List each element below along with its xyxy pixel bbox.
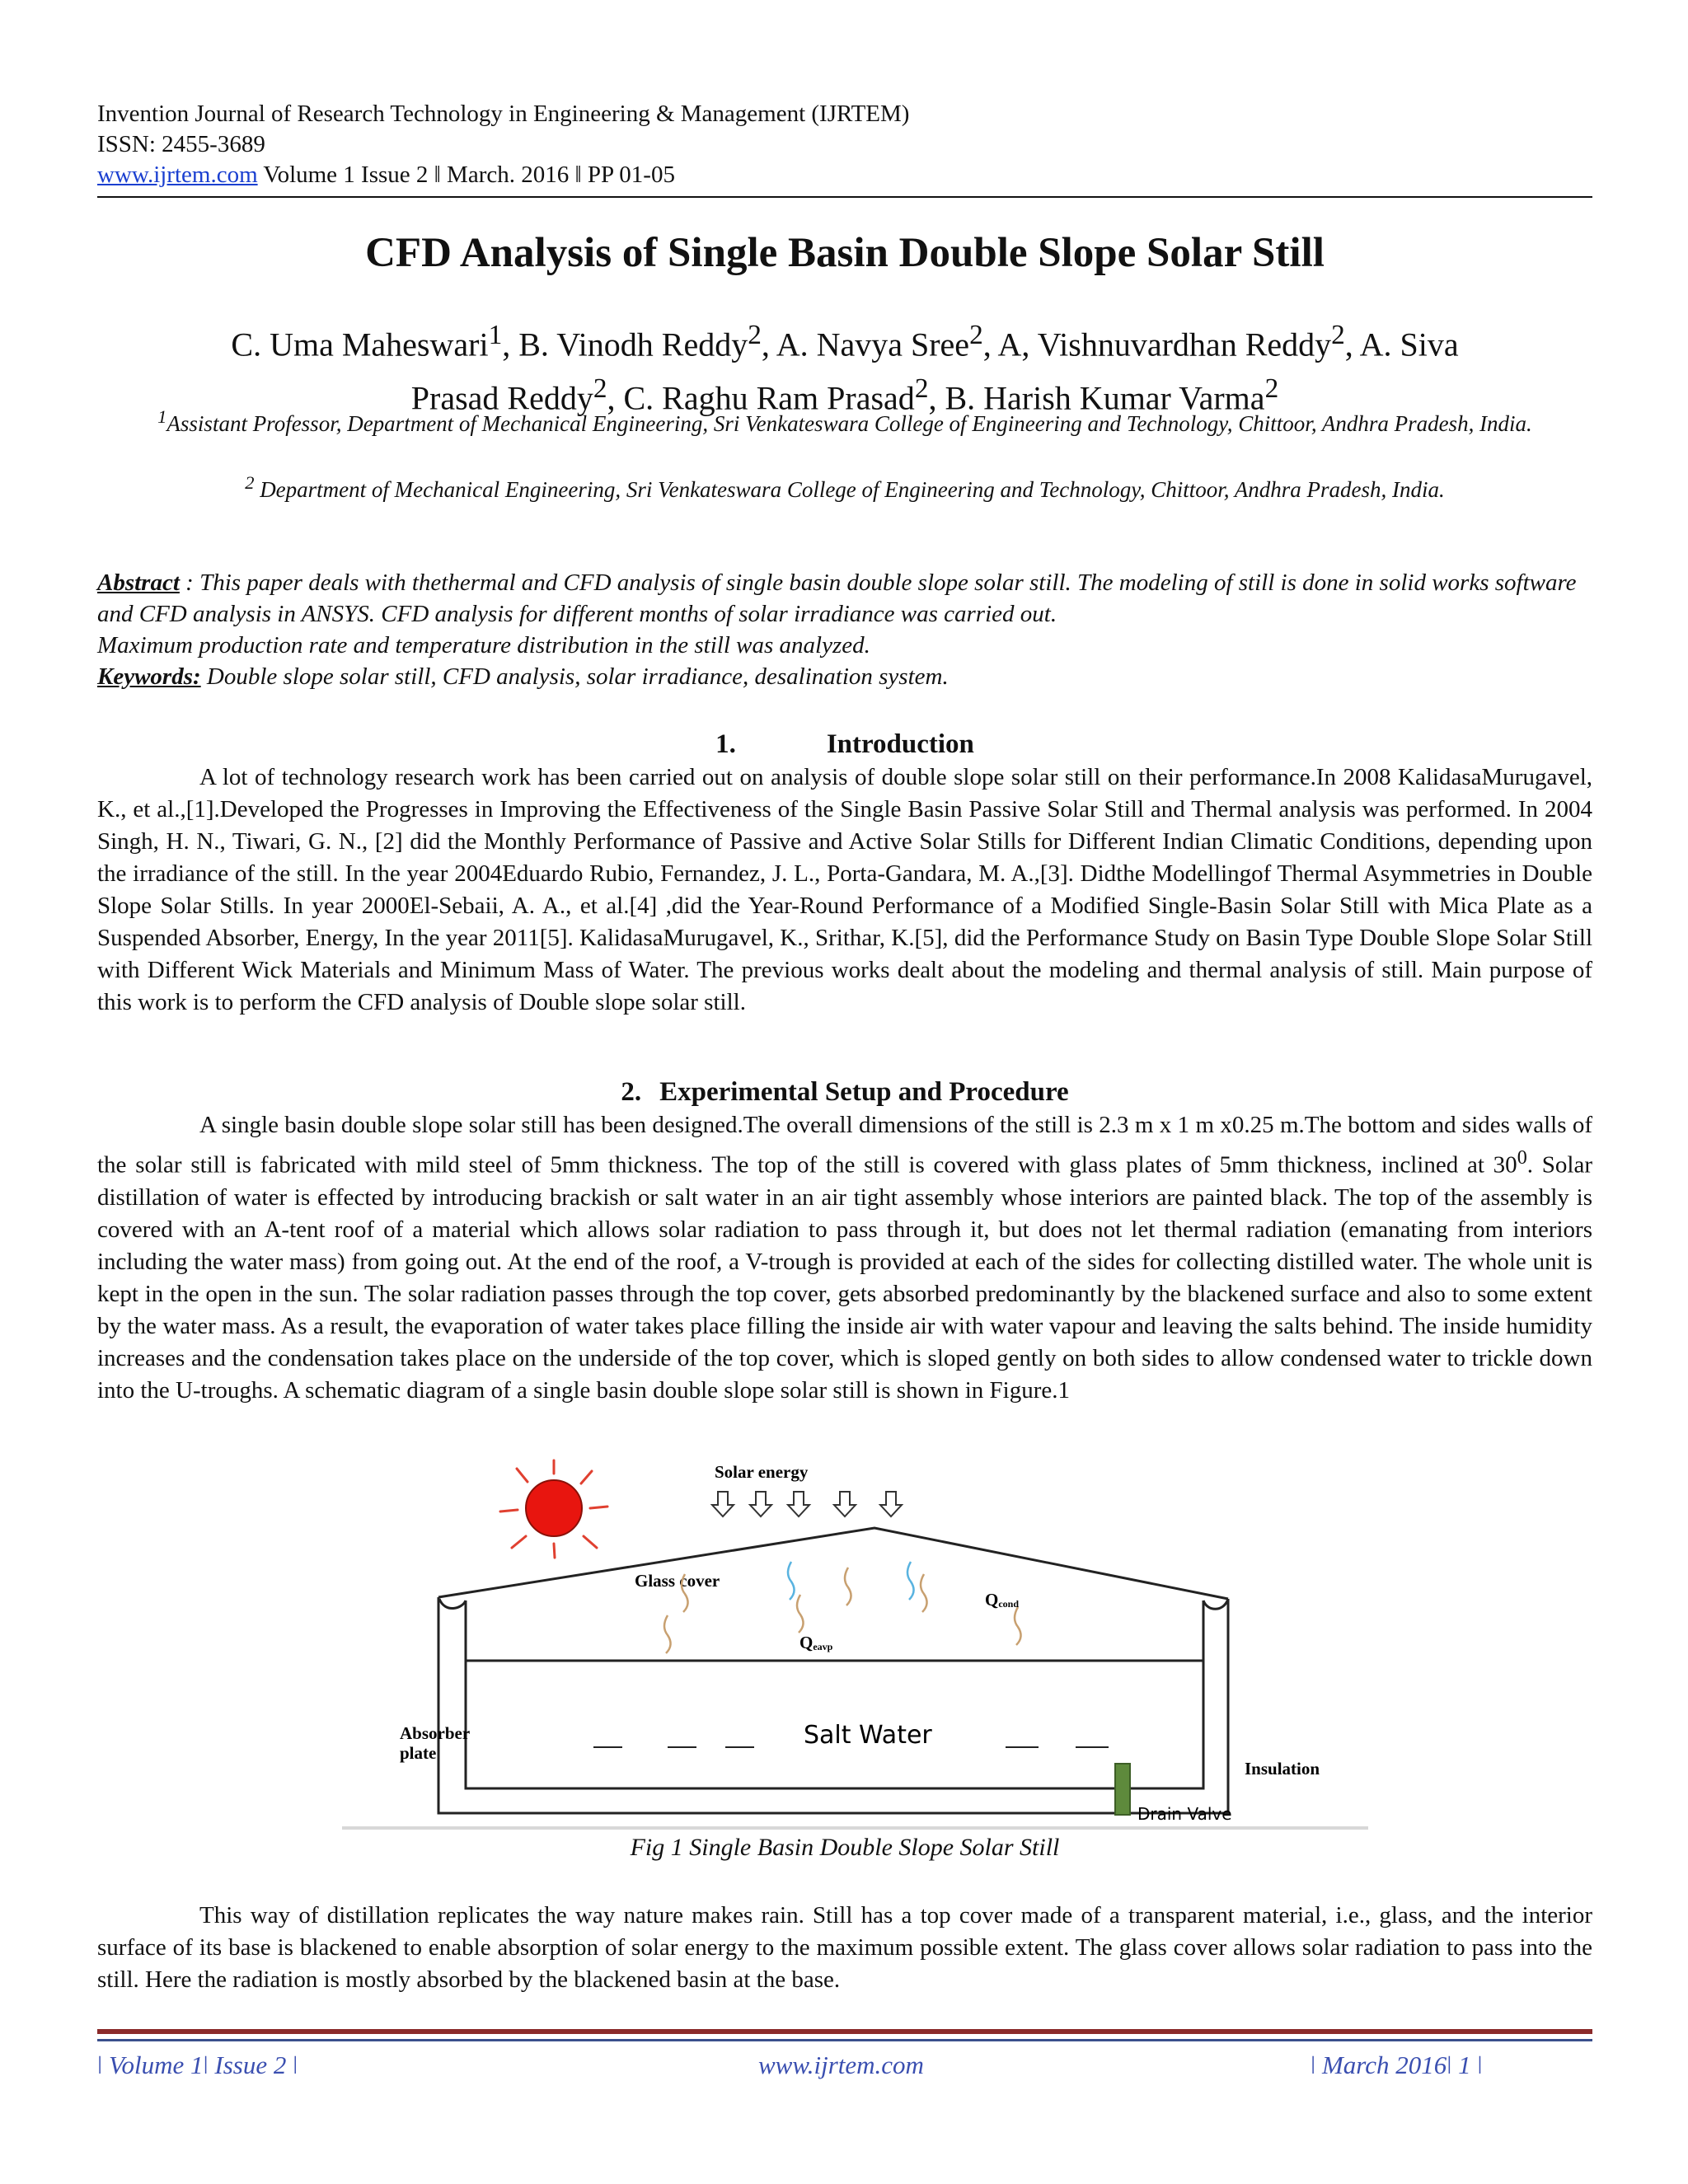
keywords-label: Keywords: [97,663,201,690]
author-affil-mark: 2 [1331,320,1345,350]
author-line-1 [124,313,1566,367]
author-name: C. Uma Maheswari [231,326,489,363]
affiliation-2 [115,467,1574,505]
footer-date-page: ǀ March 2016ǀ 1 ǀ [1311,2050,1483,2079]
down-arrow-icon [750,1492,771,1516]
drain-valve-label: Drain Valve [1137,1804,1232,1824]
abstract-block [97,567,1592,692]
basin [438,1597,1228,1813]
author-affil-mark: 1 [488,320,503,350]
author-affil-mark: 2 [969,320,983,350]
paragraph-text: This way of distillation replicates the way nature makes rain. Still has a top cover made of a transparent material, i.e., glass, and the interior surface of its base is blackened to enable absorption of solar energy to the maximum possible extent. The glass cover allows solar radiation to pass into the still. Here the radiation is mostly absorbed by the blackened basin at the base. [97,1902,1592,1993]
paragraph-text [97,1109,1592,1407]
author-affil-mark: 2 [914,373,929,405]
salt-water-label: Salt Water [804,1721,932,1750]
down-arrow-icon [712,1492,734,1516]
section-heading-setup [97,1077,1592,1108]
section-number: 2. [621,1077,642,1107]
author-separator: , [761,326,776,363]
affil-text: Assistant Professor, Department of Mechanical Engineering, Sri Venkateswara College of Engineering and Technology, Chittoor, Andhra Pradesh, India. [166,411,1532,436]
sun-icon [500,1460,607,1558]
figure-caption: Fig 1 Single Basin Double Slope Solar Still [630,1834,1060,1861]
journal-url-link[interactable]: www.ijrtem.com [97,162,258,188]
abstract-text [97,567,1592,630]
author-name: A, Vishnuvardhan Reddy [997,326,1332,363]
keywords-text: Double slope solar still, CFD analysis, solar irradiance, desalination system. [200,663,949,690]
affil-mark: 2 [245,472,255,493]
setup-text-a: A single basin double slope solar still has been designed.The overall dimensions of the still is 2.3 m x 1 m x0.25 m.The bottom and sides walls of the solar still is fabricated with mild steel of 5mm thickness. The top of the still is covered with glass plates of 5mm thickness, inclined at 30 [97,1112,1592,1179]
footer-url: www.ijrtem.com [758,2050,924,2079]
footer-volume: ǀ Volume 1ǀ Issue 2 ǀ [97,2050,298,2079]
affil-mark: 1 [157,406,167,427]
glass-cover-label: Glass cover [635,1571,720,1591]
introduction-paragraph [97,762,1592,1019]
footer-rule-bottom [97,2039,1592,2041]
absorber-label-1: Absorber [400,1723,471,1743]
section-heading-introduction [97,729,1592,760]
down-arrow-icon [834,1492,856,1516]
author-name: A. Navya Sree [776,326,970,363]
closing-paragraph [97,1900,1592,1996]
journal-name: Invention Journal of Research Technology in Engineering & Management (IJRTEM) [97,101,910,127]
abstract-text-2: Maximum production rate and temperature distribution in the still was analyzed. [97,632,870,658]
setup-paragraph [97,1109,1592,1407]
journal-meta [97,160,909,190]
section-title: Introduction [826,729,974,759]
author-separator: , [607,379,624,417]
author-affil-mark: 2 [1264,373,1279,405]
author-separator: , [982,326,998,363]
solar-energy-label: Solar energy [715,1462,809,1482]
author-name: Prasad Reddy [410,379,593,417]
header-rule [97,196,1592,198]
author-name: B. Harish Kumar Varma [945,379,1265,417]
author-separator: , [502,326,519,363]
insulation-label: Insulation [1245,1759,1320,1779]
author-name: B. Vinodh Reddy [518,326,748,363]
author-name: C. Raghu Ram Prasad [623,379,915,417]
author-affil-mark: 2 [593,373,607,405]
down-arrow-icon [788,1492,809,1516]
section-title: Experimental Setup and Procedure [659,1077,1069,1107]
abstract-label: Abstract [97,569,180,596]
keywords [97,661,1592,692]
degree-sup: 0 [1517,1146,1527,1169]
setup-text-b: . Solar distillation of water is effected by introducing brackish or salt water in an air tight assembly whose interiors are painted black. The top of the assembly is covered with an A-tent roof of a material which allows solar radiation to pass through it, but does not let thermal radiation (emanating from interiors including the water mass) from going out. At the end of the roof, a V-trough is provided at each of the sides for collecting distilled water. The whole unit is kept in the open in the sun. The solar radiation passes through the top cover, gets absorbed predominantly by the blackened surface and also to some extent by the water mass. As a result, the evaporation of water takes place filling the inside air with water vapour and leaving the salts behind. The inside humidity increases and the condensation takes place on the underside of the top cover, which is sloped gently on both sides to allow condensed water to trickle down into the U-troughs. A schematic diagram of a single basin double slope solar still is shown in Figure.1 [97,1151,1592,1404]
drain-valve [1115,1764,1130,1815]
affiliation-1 [115,401,1574,439]
absorber-label-2: plate [400,1743,437,1763]
volume-info: Volume 1 Issue 2 ǁ March. 2016 ǁ PP 01-05 [257,162,675,188]
paragraph-text: A lot of technology research work has been carried out on analysis of double slope solar still on their performance.In 2008 KalidasaMurugavel, K., et al.,[1].Developed the Progresses in Improving the Effectiveness of the Single Basin Passive Solar Still and Thermal analysis was performed. In 2004 Singh, H. N., Tiwari, G. N., [2] did the Monthly Performance of Passive and Active Solar Stills for Different Indian Climatic Conditions, depending upon the irradiance of the still. In the year 2004Eduardo Rubio, Fernandez, J. L., Porta-Gandara, M. A.,[3]. Didthe Modellingof Thermal Asymmetries in Double Slope Solar Stills. In year 2000El-Sebaii, A. A., et al.[4] ,did the Year-Round Performance of a Modified Single-Basin Solar Still with Mica Plate as a Suspended Absorber, Energy, In the year 2011[5]. KalidasaMurugavel, K., Srithar, K.[5], did the Performance Study on Basin Type Double Slope Solar Still with Different Wick Materials and Minimum Mass of Water. The previous works dealt about the modeling and thermal analysis of still. Main purpose of this work is to perform the CFD analysis of Double slope solar still. [97,764,1592,1015]
solar-arrows [712,1492,902,1516]
footer-rule-top [97,2029,1592,2034]
author-separator: , A. Siva [1344,326,1459,363]
q-evap-label: Qeavp [799,1633,833,1652]
affil-text: Department of Mechanical Engineering, Sri Venkateswara College of Engineering and Technology, Chittoor, Andhra Pradesh, India. [254,477,1445,502]
down-arrow-icon [880,1492,902,1516]
author-separator: , [928,379,945,417]
issn: ISSN: 2455-3689 [97,131,265,157]
journal-header [97,99,909,190]
section-number: 1. [715,729,736,759]
solar-still-diagram [342,1459,1368,1834]
paper-title: CFD Analysis of Single Basin Double Slope Solar Still [365,230,1325,276]
abstract-body: : This paper deals with thethermal and CFD analysis of single basin double slope solar still. The modeling of still is done in solid works software and CFD analysis in ANSYS. CFD analysis for different months of solar irradiance was carried out. [97,569,1577,627]
author-affil-mark: 2 [748,320,762,350]
glass-cover [438,1528,1228,1599]
q-cond-label: Qcond [985,1590,1020,1610]
